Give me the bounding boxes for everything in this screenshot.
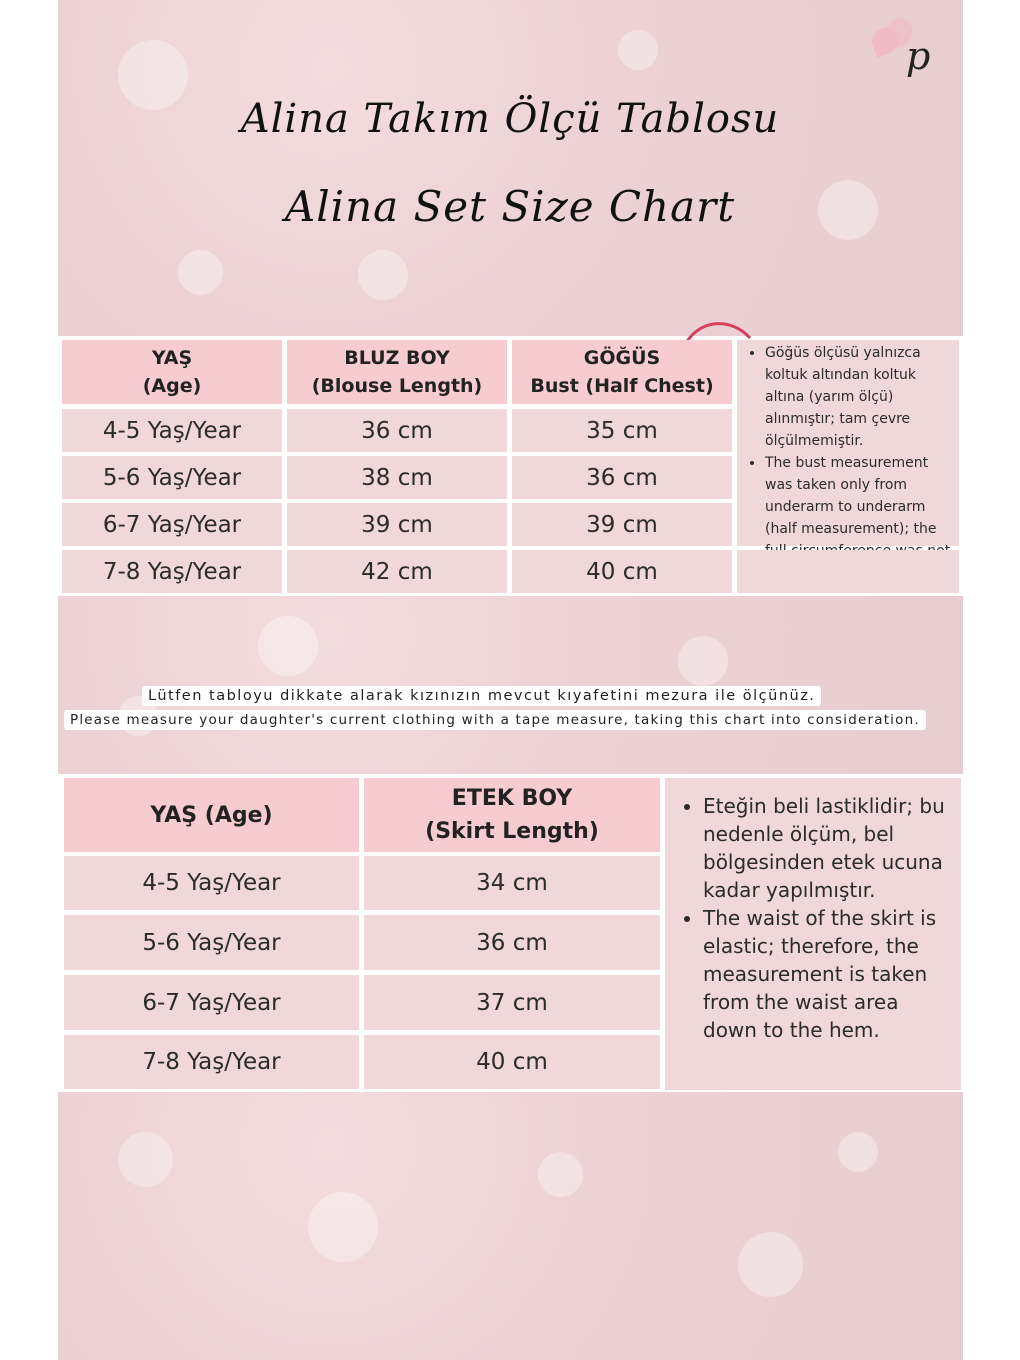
header-bust-line1: GÖĞÜS bbox=[583, 347, 661, 369]
table-cell: 7-8 Yaş/Year bbox=[62, 550, 282, 593]
header-skirt-line2: (Skirt Length) bbox=[425, 819, 599, 844]
table-cell: 5-6 Yaş/Year bbox=[62, 456, 282, 499]
instruction-turkish: Lütfen tabloyu dikkate alarak kızınızın mevcut kıyafetini mezura ile ölçünüz. bbox=[142, 686, 821, 706]
header-blouse-line1: BLUZ BOY bbox=[344, 347, 450, 369]
logo-letter: p bbox=[906, 34, 931, 78]
header-cell-skirt-length bbox=[364, 778, 660, 852]
header-skirt-line1: ETEK BOY bbox=[451, 786, 573, 811]
table-cell: 40 cm bbox=[512, 550, 732, 593]
header-age-line2: (Age) bbox=[142, 375, 202, 397]
bust-note bbox=[737, 340, 959, 546]
table-cell: 40 cm bbox=[364, 1035, 660, 1089]
table-cell: 7-8 Yaş/Year bbox=[64, 1035, 359, 1089]
table-cell: 36 cm bbox=[287, 409, 507, 452]
header-background bbox=[58, 0, 963, 336]
title-turkish: Alina Takım Ölçü Tablosu bbox=[240, 96, 780, 142]
table-cell: 4-5 Yaş/Year bbox=[62, 409, 282, 452]
instruction-english: Please measure your daughter's current clothing with a tape measure, taking this chart into consideration. bbox=[64, 710, 926, 730]
table-cell: 35 cm bbox=[512, 409, 732, 452]
note-item-en: • The waist of the skirt is elastic; therefore, the measurement is taken from the waist area down to the hem. bbox=[703, 904, 957, 1044]
note-item-tr: • Göğüs ölçüsü yalnızca koltuk altından koltuk altına (yarım ölçü) alınmıştır; tam çevre ölçülmemiştir. bbox=[765, 342, 955, 452]
note-item-en: • The bust measurement was taken only from underarm to underarm (half measurement); the bbox=[765, 452, 955, 584]
table-cell: 37 cm bbox=[364, 975, 660, 1030]
header-age-line1: YAŞ bbox=[151, 347, 193, 369]
title-english: Alina Set Size Chart bbox=[284, 182, 736, 231]
table-cell: 6-7 Yaş/Year bbox=[64, 975, 359, 1030]
table-cell: 36 cm bbox=[512, 456, 732, 499]
header-cell-blouse-length bbox=[287, 340, 507, 404]
table-cell: 34 cm bbox=[364, 856, 660, 910]
header-cell-age bbox=[62, 340, 282, 404]
table-cell: 6-7 Yaş/Year bbox=[62, 503, 282, 546]
header-blouse-line2: (Blouse Length) bbox=[311, 375, 483, 397]
header-cell-age: YAŞ (Age) bbox=[64, 778, 359, 852]
table-cell: 4-5 Yaş/Year bbox=[64, 856, 359, 910]
table-cell: 42 cm bbox=[287, 550, 507, 593]
empty-cell bbox=[737, 550, 959, 593]
header-cell-bust bbox=[512, 340, 732, 404]
table-cell: 5-6 Yaş/Year bbox=[64, 915, 359, 970]
table-cell: 39 cm bbox=[512, 503, 732, 546]
instruction-background bbox=[58, 596, 963, 774]
table-cell: 36 cm bbox=[364, 915, 660, 970]
table-cell: 38 cm bbox=[287, 456, 507, 499]
skirt-note bbox=[665, 778, 961, 1090]
header-bust-line2: Bust (Half Chest) bbox=[530, 375, 714, 397]
table-cell: 39 cm bbox=[287, 503, 507, 546]
footer-background bbox=[58, 1092, 963, 1360]
note-item-tr: • Eteğin beli lastiklidir; bu nedenle ölçüm, bel bölgesinden etek ucuna kadar yapılmıştır. bbox=[703, 792, 957, 904]
